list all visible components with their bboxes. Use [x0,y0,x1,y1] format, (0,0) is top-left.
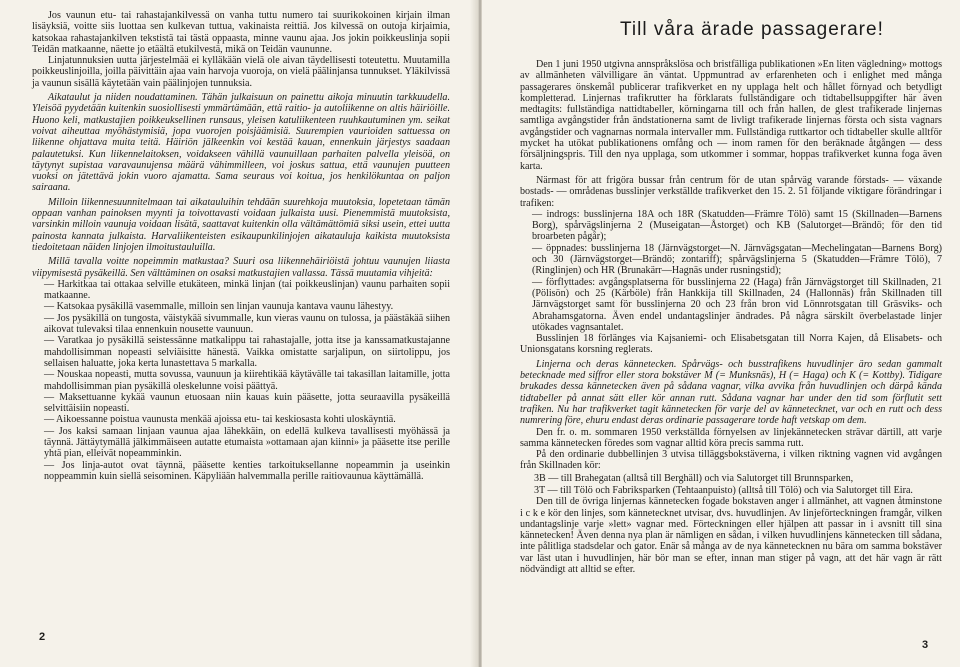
paragraph: Den 1 juni 1950 utgivna annspråkslösa och bristfälliga publikationen »En liten vägledning» mottogs av allmänheten välvilligare än väntat. Uppmuntrad av erfarenheten och i enlighet med många passagerares önskemål publicerar trafikverket en ny upplaga helt och hållet förnyad och betydligt kompletterad. Linjernas trafikrutter ha förklarats fullständigare och tidtabellsuppgifter här även medtagits: fullständiga nattidtabeller, körningarna till och från hallen, de glest trafikerade linjernas samtliga avgångstider från ändstationerna samt de livligt trafikerade linjernas första och sista vagnars avgångstider och vagnarnas normala intervaller mm. Fullständiga ruttkartor och tidtabeller skulle alltför mycket ha utökat publikationens omfång och — inom ramen för den beräknade åtgången — dess försäljningspris. Till den nya upplaga, som utkommer i sommar, hoppas trafikverket kunna foga även karta. [520,59,942,172]
list-item: — Nouskaa nopeasti, mutta sovussa, vaunuun ja kiirehtikää käytävälle tai takasillan laitamille, jotta mahdollisimman pian pysäkillä oleskelunne voisi päättyä. [44,369,450,392]
list-item: — Katsokaa pysäkillä vasemmalle, milloin sen linjan vaunuja kantava vaunu lähestyy. [44,301,394,313]
paragraph: Närmast för att frigöra bussar från centrum för de utan spårväg varande förstads- — växande bostads- — områdenas busslinjer verkställde trafikverket den 15. 2. 51 följande viktigare förändringar i trafiken: [520,174,942,209]
paragraph: Millä tavalla voitte nopeimmin matkustaa? Suuri osa liikennehäiriöistä johtuu vaunujen liiasta viipymisestä pysäkeillä. Sen välttäminen on osaksi matkustajien vallassa. Tässä muutamia vihjeitä: [32,256,450,279]
paragraph: På den ordinarie dubbellinjen 3 utvisa tilläggsbokstäverna, i vilken riktning vagnen vid avgången från Skillnaden kör: [520,449,942,472]
route-item: 3B — till Brahegatan (alltså till Berghäll) och via Salutorget till Brunnsparken, [534,472,854,484]
paragraph: Aikataulut ja niiden noudattaminen. Tähän julkaisuun on painettu aikoja minuutin tarkkuudella. Yleisöä pyydetään kuitenkin suosiollisesti ymmärtämään, että raitio- ja autoliikenne on altis häiriöille. Huono keli, matkustajien poikkeuksellinen runsaus, yleisen katuliikenteen ruuhkautuminen ym. seikat voivat aiheuttaa myöhästymisiä, jopa vuorojen poisjäämisiä. Suurempien vaurioiden sattuessa on liikenne ohjattava muita teitä. Häiriön jälkeenkin voi kestää kauan, ennenkuin järjestys saadaan palautetuksi. Kun liikennelaitoksen, voidakseen vähillä vaunuillaan parhaiten palvella yleisöä, on täytynyt supistaa varavaunujensa määrä vähimmilleen, voi joskus sattua, että vaunujen puutteen vuoksi on jätettävä jokin vuoro ajamatta. Sama seuraus voi koitua, jos henkilökuntaa on paljon sairaana. [32,92,450,194]
list-item: — Jos pysäkillä on tungosta, väistykää sivummalle, kun vieras vaunu on tulossa, ja päästäkää siihen aikovat tulevaksi tilaa ennenkuin nousette vaunuun. [44,312,450,336]
left-text-column [32,10,450,482]
paragraph: Milloin liikennesuunnitelmaan tai aikatauluihin tehdään suurehkoja muutoksia, lopetetaan tämän oppaan vanhan painoksen myynti ja toivottavasti voidaan julkaista uusi. Pienemmistä muutoksista, varsinkin milloin vaunuja voidaan lisätä, saattavat kuitenkin olla vältämättömiä siksi usein, ettei uutta painosta kannata julkaista. Harvaliikenteisten esikaupunkilinjojen aikatauluja kaikista muutoksista tiedoitetaan näiden linjojen ilmoitustauluilla. [32,196,450,253]
list-item: — Maksettuanne kykää vaunun etuosaan niin kauas kuin pääsette, jotta seuraavilla pysäkeillä selvittäisiin nopeasti. [44,391,450,415]
right-text-column [520,59,942,575]
list-item: — öppnades: busslinjerna 18 (Järnvägstorget—N. Järnvägsgatan—Mechelingatan—Barnens Borg) och 30 (Järnvägstorget—Brändö; zontariff); spårvägslinjerna 5 (Skatudden—Främre Tölö), 7 (Ringlinjen) och HR (Brunakärr—Hagnäs under rusningstid); [532,242,942,277]
route-item: 3T — till Tölö och Fabriksparken (Tehtaanpuisto) (alltså till Tölö) och via Salutorget till Eira. [534,484,913,496]
paragraph: Jos vaunun etu- tai rahastajankilvessä on vanha tuttu numero tai suurikokoinen kirjain ilman lisäyksiä, voitte siis luottaa sen kulkevan tuttua, vakinaista reittiä. Jos kilvessä on outoja kirjaimia, katsokaa rahastajankilven tekstistä tai tästä oppaasta, minne vaunu ajaa. Jos jokin poikkeuslinja sopii Teidän matkaanne, näette jo etäältä etukilvestä, mikä on Teidän vaununne. [32,10,450,55]
list-item: — Jos linja-autot ovat täynnä, pääsette kenties tarkoituksellanne nopeammin ja useinkin noppeammin kuin siellä seisominen. Käpyliään halvemmalla perille raitiovaunua käyttämällä. [44,459,450,482]
list-item: — Jos kaksi samaan linjaan vaunua ajaa lähekkäin, on edellä kulkeva tavallisesti myöhässä ja täynnä. Jättäytymällä jälkimmäiseen autatte etumaista »ottamaan ajan kiinni» ja pääsette itse perille yhtä pian, elleivät nopeamminkin. [44,425,450,460]
list-item: — Aikoessanne poistua vaunusta menkää ajoissa etu- tai keskiosasta kohti uloskäyntiä. [44,414,396,426]
list-item: — Harkitkaa tai ottakaa selville etukäteen, minkä linjan (tai poikkeuslinjan) vaunu parhaiten sopii matkaanne. [44,278,450,302]
paragraph: Linjatunnuksien uutta järjestelmää ei kylläkään vielä ole aivan täydellisesti toteutettu. Muutamilla poikkeuslinjoilla, joilla päivittäin ajaa vain harvoja vuoroja, on vielä päälinjansa tunnukset. Yläkilvissä ja vaunun sisällä käytetään vain päälinjojen tunnuksia. [32,55,450,89]
list-item: — Varatkaa jo pysäkillä seistessänne matkalippu tai rahastajalle, jotta itse ja kanssamatkustajanne mahdollisimman nopeasti selviäisitte hänestä. Vaikka omistatte sarjalipun, on siirtolippu, jos sellaisen haluatte, joka kerta lunastettava 5 markalla. [44,335,450,369]
list-item: — indrogs: busslinjerna 18A och 18R (Skatudden—Främre Tölö) samt 15 (Skillnaden—Barnens Borg), spårvägslinjerna 2 (Museigatan—Åstorget) och KB (Salutorget—Brändö; för den tid broarbeten pågår); [532,208,942,243]
paragraph: Den till de övriga linjernas kännetecken fogade bokstaven anger i allmänhet, att vagnen åtminstone i c k e kör den linjes, som kännetecknet utvisar, dvs. huvudlinjen. Av linjeförteckningen framgår, vilken undantagslinje varje »lett» vagnar med. Förteckningen eller hjälpen att passar in i avsnitt till sina kännetecken! Även denna nya plan är nämligen en sådan, i vilken huvudlinjens kännetecken till sådana, inte pålitliga stadsdelar och gator. Enär så många av de nya kännetecknen nu bära om samma bokstäver var läst utan i huvudlinjen, här bör man se efter, innan man stiger på vagn, att det här vagn är rätt nödvändigt att alltid se efter. [520,496,942,576]
list-item: — förflyttades: avgångsplatserna för busslinjerna 22 (Haga) från Järnvägstorget till Skillnaden, 21 (Pölisön) och 25 (Kärböle) från Hankkija till Skillnaden, 24 (Hallonnäs) från Skillnaden till Järnvägstorget samt för busslinjerna 20 och 23 från bron vid Lönnrotsgatan till Gräsviks- och Abrahamsgatorna. Även endel undantagslinjer ändrades. På några särskilt överbelastade linjer utökades vagnsantalet. [532,276,942,333]
paragraph: Den fr. o. m. sommaren 1950 verkställda förnyelsen av linjekännetecken strävar därtill, att varje samma kännetecken föredes som vagnar alltid köra precis samma rutt. [520,426,942,449]
right-page [482,0,960,667]
page-number: 2 [39,631,46,643]
paragraph: Busslinjen 18 förlänges via Kajsaniemi- och Elisabetsgatan till Norra Kajen, då Elisabets- och Unionsgatans korsning reglerats. [520,333,942,356]
page-title: Till våra ärade passagerare! [620,19,884,40]
left-page [0,0,478,667]
page-number: 3 [922,639,929,651]
paragraph: Linjerna och deras kännetecken. Spårvägs- och busstrafikens huvudlinjer äro sedan gammalt betecknade med siffror eller stora bokstäver M (= Munksnäs), H (= Haga) och K (= Kottby). Tidigare brukades dessa kännetecken även på sådana vagnar, vilka avvika från huvudlinjen och därpå kända tidtabeller på annat sätt eller kör annan rutt. Sådana vagnar har under den tid som förflutit sett trafiken. Nu har trafikverket tagit kännetecken för varje del av kännetecknet, var och en rutt och dess numrering före, ehuru endast deras ordinarie passagerare torde haft vetskap om dem. [520,358,942,427]
